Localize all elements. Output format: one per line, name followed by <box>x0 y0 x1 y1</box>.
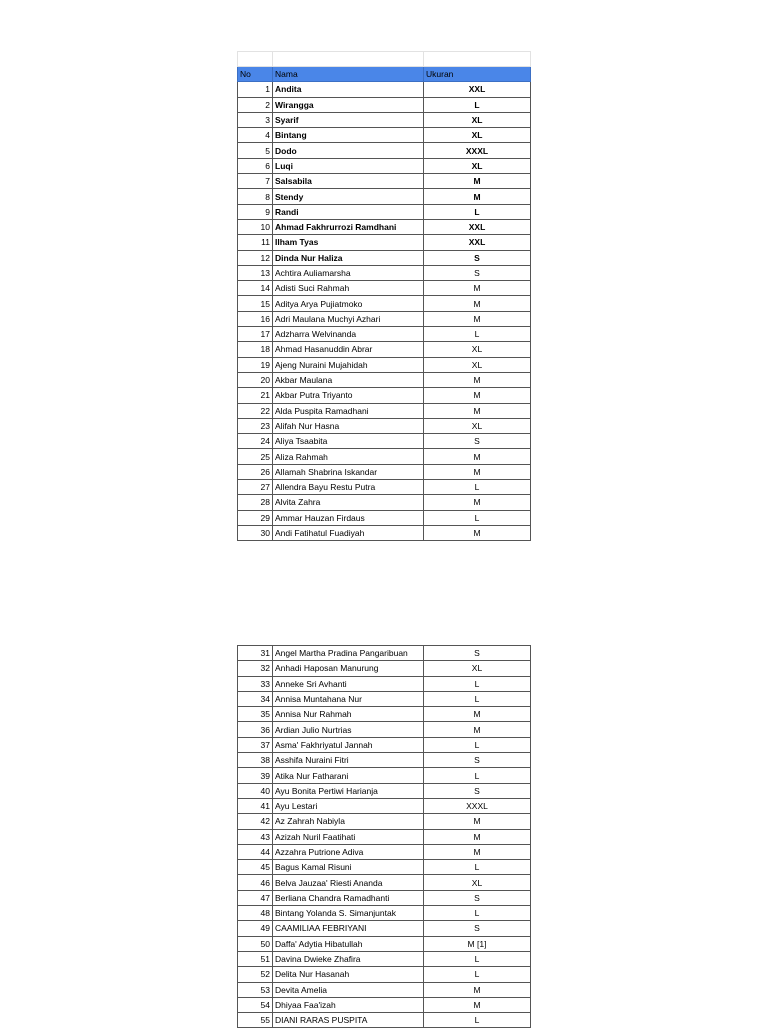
table-row <box>238 327 531 342</box>
header-no[interactable]: No <box>238 67 273 82</box>
no-cell[interactable]: 23 <box>238 418 273 433</box>
no-cell[interactable]: 7 <box>238 174 273 189</box>
table-row <box>238 768 531 783</box>
ukuran-cell[interactable]: L <box>424 510 531 525</box>
no-cell[interactable]: 50 <box>238 936 273 951</box>
ukuran-cell[interactable]: L <box>424 860 531 875</box>
header-nama[interactable]: Nama <box>273 67 424 82</box>
ukuran-cell[interactable]: M <box>424 722 531 737</box>
no-cell[interactable]: 47 <box>238 890 273 905</box>
no-cell[interactable]: 54 <box>238 997 273 1012</box>
no-cell[interactable]: 17 <box>238 327 273 342</box>
table-row <box>238 921 531 936</box>
table-row <box>238 661 531 676</box>
table-row <box>238 158 531 173</box>
nama-cell[interactable]: Adisti Suci Rahmah <box>273 281 424 296</box>
table-row <box>238 997 531 1012</box>
blank-cell[interactable] <box>273 52 424 67</box>
header-row <box>238 67 531 82</box>
nama-cell[interactable]: Berliana Chandra Ramadhanti <box>273 890 424 905</box>
table-row <box>238 311 531 326</box>
table-row <box>238 265 531 280</box>
ukuran-cell[interactable]: M <box>424 814 531 829</box>
table-row <box>238 235 531 250</box>
nama-cell[interactable]: Randi <box>273 204 424 219</box>
nama-cell[interactable]: Stendy <box>273 189 424 204</box>
table-row <box>238 372 531 387</box>
ukuran-cell[interactable]: L <box>424 327 531 342</box>
no-cell[interactable]: 20 <box>238 372 273 387</box>
ukuran-cell[interactable]: M <box>424 525 531 540</box>
no-cell[interactable]: 29 <box>238 510 273 525</box>
size-table-page-2 <box>237 645 531 1028</box>
ukuran-cell[interactable]: M <box>424 829 531 844</box>
ukuran-cell[interactable]: M <box>424 464 531 479</box>
ukuran-cell[interactable]: L <box>424 737 531 752</box>
ukuran-cell[interactable]: M <box>424 403 531 418</box>
ukuran-cell[interactable]: M <box>424 449 531 464</box>
ukuran-cell[interactable]: XXXL <box>424 143 531 158</box>
nama-cell[interactable]: Anhadi Haposan Manurung <box>273 661 424 676</box>
table-row <box>238 982 531 997</box>
no-cell[interactable]: 28 <box>238 495 273 510</box>
nama-cell[interactable]: Dhiyaa Faa'izah <box>273 997 424 1012</box>
header-ukuran[interactable]: Ukuran <box>424 67 531 82</box>
ukuran-cell[interactable]: XL <box>424 418 531 433</box>
ukuran-cell[interactable]: XL <box>424 357 531 372</box>
nama-cell[interactable]: Dinda Nur Haliza <box>273 250 424 265</box>
table-row <box>238 646 531 661</box>
no-cell[interactable]: 41 <box>238 798 273 813</box>
nama-cell[interactable]: Atika Nur Fatharani <box>273 768 424 783</box>
no-cell[interactable]: 21 <box>238 388 273 403</box>
table-row <box>238 495 531 510</box>
nama-cell[interactable]: Dodo <box>273 143 424 158</box>
table-row <box>238 890 531 905</box>
table-row <box>238 844 531 859</box>
ukuran-cell[interactable]: M <box>424 982 531 997</box>
blank-cell[interactable] <box>424 52 531 67</box>
size-table-body-2 <box>238 646 531 1028</box>
nama-cell[interactable]: Ahmad Hasanuddin Abrar <box>273 342 424 357</box>
table-row <box>238 480 531 495</box>
ukuran-cell[interactable]: M <box>424 189 531 204</box>
table-row <box>238 1013 531 1028</box>
no-cell[interactable]: 49 <box>238 921 273 936</box>
table-row <box>238 829 531 844</box>
table-row <box>238 951 531 966</box>
ukuran-cell[interactable]: L <box>424 967 531 982</box>
no-cell[interactable]: 35 <box>238 707 273 722</box>
ukuran-cell[interactable]: M <box>424 495 531 510</box>
nama-cell[interactable]: Azzahra Putrione Adiva <box>273 844 424 859</box>
table-row <box>238 691 531 706</box>
table-row <box>238 174 531 189</box>
no-cell[interactable]: 18 <box>238 342 273 357</box>
nama-cell[interactable]: Angel Martha Pradina Pangaribuan <box>273 646 424 661</box>
no-cell[interactable]: 19 <box>238 357 273 372</box>
table-row <box>238 906 531 921</box>
no-cell[interactable]: 30 <box>238 525 273 540</box>
no-cell[interactable]: 25 <box>238 449 273 464</box>
no-cell[interactable]: 2 <box>238 97 273 112</box>
no-cell[interactable]: 26 <box>238 464 273 479</box>
ukuran-cell[interactable]: S <box>424 646 531 661</box>
ukuran-cell[interactable]: S <box>424 921 531 936</box>
ukuran-cell[interactable]: L <box>424 204 531 219</box>
ukuran-cell[interactable]: L <box>424 1013 531 1028</box>
ukuran-cell[interactable]: XL <box>424 661 531 676</box>
no-cell[interactable]: 33 <box>238 676 273 691</box>
ukuran-cell[interactable]: XXL <box>424 235 531 250</box>
ukuran-cell[interactable]: XL <box>424 158 531 173</box>
ukuran-cell[interactable]: L <box>424 676 531 691</box>
nama-cell[interactable]: CAAMILIAA FEBRIYANI <box>273 921 424 936</box>
no-cell[interactable]: 9 <box>238 204 273 219</box>
no-cell[interactable]: 36 <box>238 722 273 737</box>
nama-cell[interactable]: Ayu Lestari <box>273 798 424 813</box>
no-cell[interactable]: 53 <box>238 982 273 997</box>
ukuran-cell[interactable]: S <box>424 265 531 280</box>
no-cell[interactable]: 48 <box>238 906 273 921</box>
table-row <box>238 510 531 525</box>
ukuran-cell[interactable]: S <box>424 250 531 265</box>
ukuran-cell[interactable]: XL <box>424 128 531 143</box>
no-cell[interactable]: 31 <box>238 646 273 661</box>
ukuran-cell[interactable]: S <box>424 783 531 798</box>
size-table-body-1 <box>238 52 531 541</box>
table-row <box>238 128 531 143</box>
nama-cell[interactable]: Bagus Kamal Risuni <box>273 860 424 875</box>
table-row <box>238 219 531 234</box>
table-row <box>238 434 531 449</box>
no-cell[interactable]: 4 <box>238 128 273 143</box>
table-row <box>238 418 531 433</box>
no-cell[interactable]: 3 <box>238 112 273 127</box>
ukuran-cell[interactable]: S <box>424 434 531 449</box>
no-cell[interactable]: 11 <box>238 235 273 250</box>
table-row <box>238 204 531 219</box>
table-row <box>238 525 531 540</box>
table-row <box>238 296 531 311</box>
no-cell[interactable]: 5 <box>238 143 273 158</box>
ukuran-cell[interactable]: M <box>424 372 531 387</box>
ukuran-cell[interactable]: M <box>424 296 531 311</box>
no-cell[interactable]: 51 <box>238 951 273 966</box>
nama-cell[interactable]: DIANI RARAS PUSPITA <box>273 1013 424 1028</box>
ukuran-cell[interactable]: L <box>424 480 531 495</box>
nama-cell[interactable]: Ardian Julio Nurtrias <box>273 722 424 737</box>
table-row <box>238 189 531 204</box>
ukuran-cell[interactable]: M <box>424 844 531 859</box>
table-row <box>238 753 531 768</box>
ukuran-cell[interactable]: XL <box>424 342 531 357</box>
nama-cell[interactable]: Asma' Fakhriyatul Jannah <box>273 737 424 752</box>
table-row <box>238 143 531 158</box>
nama-cell[interactable]: Akbar Putra Triyanto <box>273 388 424 403</box>
table-row <box>238 112 531 127</box>
ukuran-cell[interactable]: XXXL <box>424 798 531 813</box>
table-row <box>238 860 531 875</box>
ukuran-cell[interactable]: L <box>424 906 531 921</box>
nama-cell[interactable]: Belva Jauzaa' Riesti Ananda <box>273 875 424 890</box>
no-cell[interactable]: 12 <box>238 250 273 265</box>
table-row <box>238 875 531 890</box>
nama-cell[interactable]: Aliza Rahmah <box>273 449 424 464</box>
no-cell[interactable]: 43 <box>238 829 273 844</box>
nama-cell[interactable]: Azizah Nuril Faatihati <box>273 829 424 844</box>
table-row <box>238 798 531 813</box>
no-cell[interactable]: 14 <box>238 281 273 296</box>
nama-cell[interactable]: Ammar Hauzan Firdaus <box>273 510 424 525</box>
table-row <box>238 707 531 722</box>
nama-cell[interactable]: Andita <box>273 82 424 97</box>
table-row <box>238 250 531 265</box>
nama-cell[interactable]: Aliya Tsaabita <box>273 434 424 449</box>
no-cell[interactable]: 15 <box>238 296 273 311</box>
table-row <box>238 449 531 464</box>
table-row <box>238 936 531 951</box>
no-cell[interactable]: 27 <box>238 480 273 495</box>
ukuran-cell[interactable]: M <box>424 311 531 326</box>
table-row <box>238 814 531 829</box>
nama-cell[interactable]: Ayu Bonita Pertiwi Harianja <box>273 783 424 798</box>
ukuran-cell[interactable]: L <box>424 691 531 706</box>
no-cell[interactable]: 55 <box>238 1013 273 1028</box>
nama-cell[interactable]: Anneke Sri Avhanti <box>273 676 424 691</box>
nama-cell[interactable]: Allendra Bayu Restu Putra <box>273 480 424 495</box>
nama-cell[interactable]: Asshifa Nuraini Fitri <box>273 753 424 768</box>
nama-cell[interactable]: Devita Amelia <box>273 982 424 997</box>
nama-cell[interactable]: Az Zahrah Nabiyla <box>273 814 424 829</box>
no-cell[interactable]: 6 <box>238 158 273 173</box>
no-cell[interactable]: 39 <box>238 768 273 783</box>
size-table-page-1 <box>237 51 531 541</box>
table-row <box>238 967 531 982</box>
ukuran-cell[interactable]: L <box>424 97 531 112</box>
no-cell[interactable]: 1 <box>238 82 273 97</box>
ukuran-cell[interactable]: M [1] <box>424 936 531 951</box>
ukuran-cell[interactable]: S <box>424 753 531 768</box>
ukuran-cell[interactable]: S <box>424 890 531 905</box>
nama-cell[interactable]: Andi Fatihatul Fuadiyah <box>273 525 424 540</box>
table-row <box>238 97 531 112</box>
nama-cell[interactable]: Adzharra Welvinanda <box>273 327 424 342</box>
nama-cell[interactable]: Alvita Zahra <box>273 495 424 510</box>
no-cell[interactable]: 10 <box>238 219 273 234</box>
ukuran-cell[interactable]: L <box>424 768 531 783</box>
ukuran-cell[interactable]: M <box>424 281 531 296</box>
table-row <box>238 783 531 798</box>
no-cell[interactable]: 52 <box>238 967 273 982</box>
ukuran-cell[interactable]: M <box>424 707 531 722</box>
table-row <box>238 737 531 752</box>
nama-cell[interactable]: Wirangga <box>273 97 424 112</box>
no-cell[interactable]: 22 <box>238 403 273 418</box>
nama-cell[interactable]: Luqi <box>273 158 424 173</box>
ukuran-cell[interactable]: M <box>424 997 531 1012</box>
ukuran-cell[interactable]: XXL <box>424 82 531 97</box>
no-cell[interactable]: 32 <box>238 661 273 676</box>
nama-cell[interactable]: Bintang <box>273 128 424 143</box>
ukuran-cell[interactable]: M <box>424 388 531 403</box>
nama-cell[interactable]: Davina Dwieke Zhafira <box>273 951 424 966</box>
no-cell[interactable]: 8 <box>238 189 273 204</box>
table-row <box>238 281 531 296</box>
nama-cell[interactable]: Alda Puspita Ramadhani <box>273 403 424 418</box>
nama-cell[interactable]: Ajeng Nuraini Mujahidah <box>273 357 424 372</box>
no-cell[interactable]: 40 <box>238 783 273 798</box>
ukuran-cell[interactable]: M <box>424 174 531 189</box>
no-cell[interactable]: 38 <box>238 753 273 768</box>
no-cell[interactable]: 34 <box>238 691 273 706</box>
table-row <box>238 676 531 691</box>
nama-cell[interactable]: Salsabila <box>273 174 424 189</box>
ukuran-cell[interactable]: XXL <box>424 219 531 234</box>
nama-cell[interactable]: Syarif <box>273 112 424 127</box>
nama-cell[interactable]: Annisa Muntahana Nur <box>273 691 424 706</box>
blank-cell[interactable] <box>238 52 273 67</box>
nama-cell[interactable]: Annisa Nur Rahmah <box>273 707 424 722</box>
nama-cell[interactable]: Alifah Nur Hasna <box>273 418 424 433</box>
no-cell[interactable]: 46 <box>238 875 273 890</box>
no-cell[interactable]: 45 <box>238 860 273 875</box>
table-row <box>238 722 531 737</box>
table-row <box>238 342 531 357</box>
table-row <box>238 388 531 403</box>
blank-row <box>238 52 531 67</box>
ukuran-cell[interactable]: XL <box>424 875 531 890</box>
table-row <box>238 82 531 97</box>
nama-cell[interactable]: Achtira Auliamarsha <box>273 265 424 280</box>
no-cell[interactable]: 42 <box>238 814 273 829</box>
table-row <box>238 403 531 418</box>
no-cell[interactable]: 37 <box>238 737 273 752</box>
nama-cell[interactable]: Bintang Yolanda S. Simanjuntak <box>273 906 424 921</box>
nama-cell[interactable]: Aditya Arya Pujiatmoko <box>273 296 424 311</box>
nama-cell[interactable]: Akbar Maulana <box>273 372 424 387</box>
table-row <box>238 464 531 479</box>
table-row <box>238 357 531 372</box>
nama-cell[interactable]: Delita Nur Hasanah <box>273 967 424 982</box>
no-cell[interactable]: 44 <box>238 844 273 859</box>
nama-cell[interactable]: Ahmad Fakhrurrozi Ramdhani <box>273 219 424 234</box>
ukuran-cell[interactable]: XL <box>424 112 531 127</box>
no-cell[interactable]: 24 <box>238 434 273 449</box>
no-cell[interactable]: 16 <box>238 311 273 326</box>
nama-cell[interactable]: Adri Maulana Muchyi Azhari <box>273 311 424 326</box>
nama-cell[interactable]: Ilham Tyas <box>273 235 424 250</box>
nama-cell[interactable]: Allamah Shabrina Iskandar <box>273 464 424 479</box>
no-cell[interactable]: 13 <box>238 265 273 280</box>
nama-cell[interactable]: Daffa' Adytia Hibatullah <box>273 936 424 951</box>
ukuran-cell[interactable]: L <box>424 951 531 966</box>
